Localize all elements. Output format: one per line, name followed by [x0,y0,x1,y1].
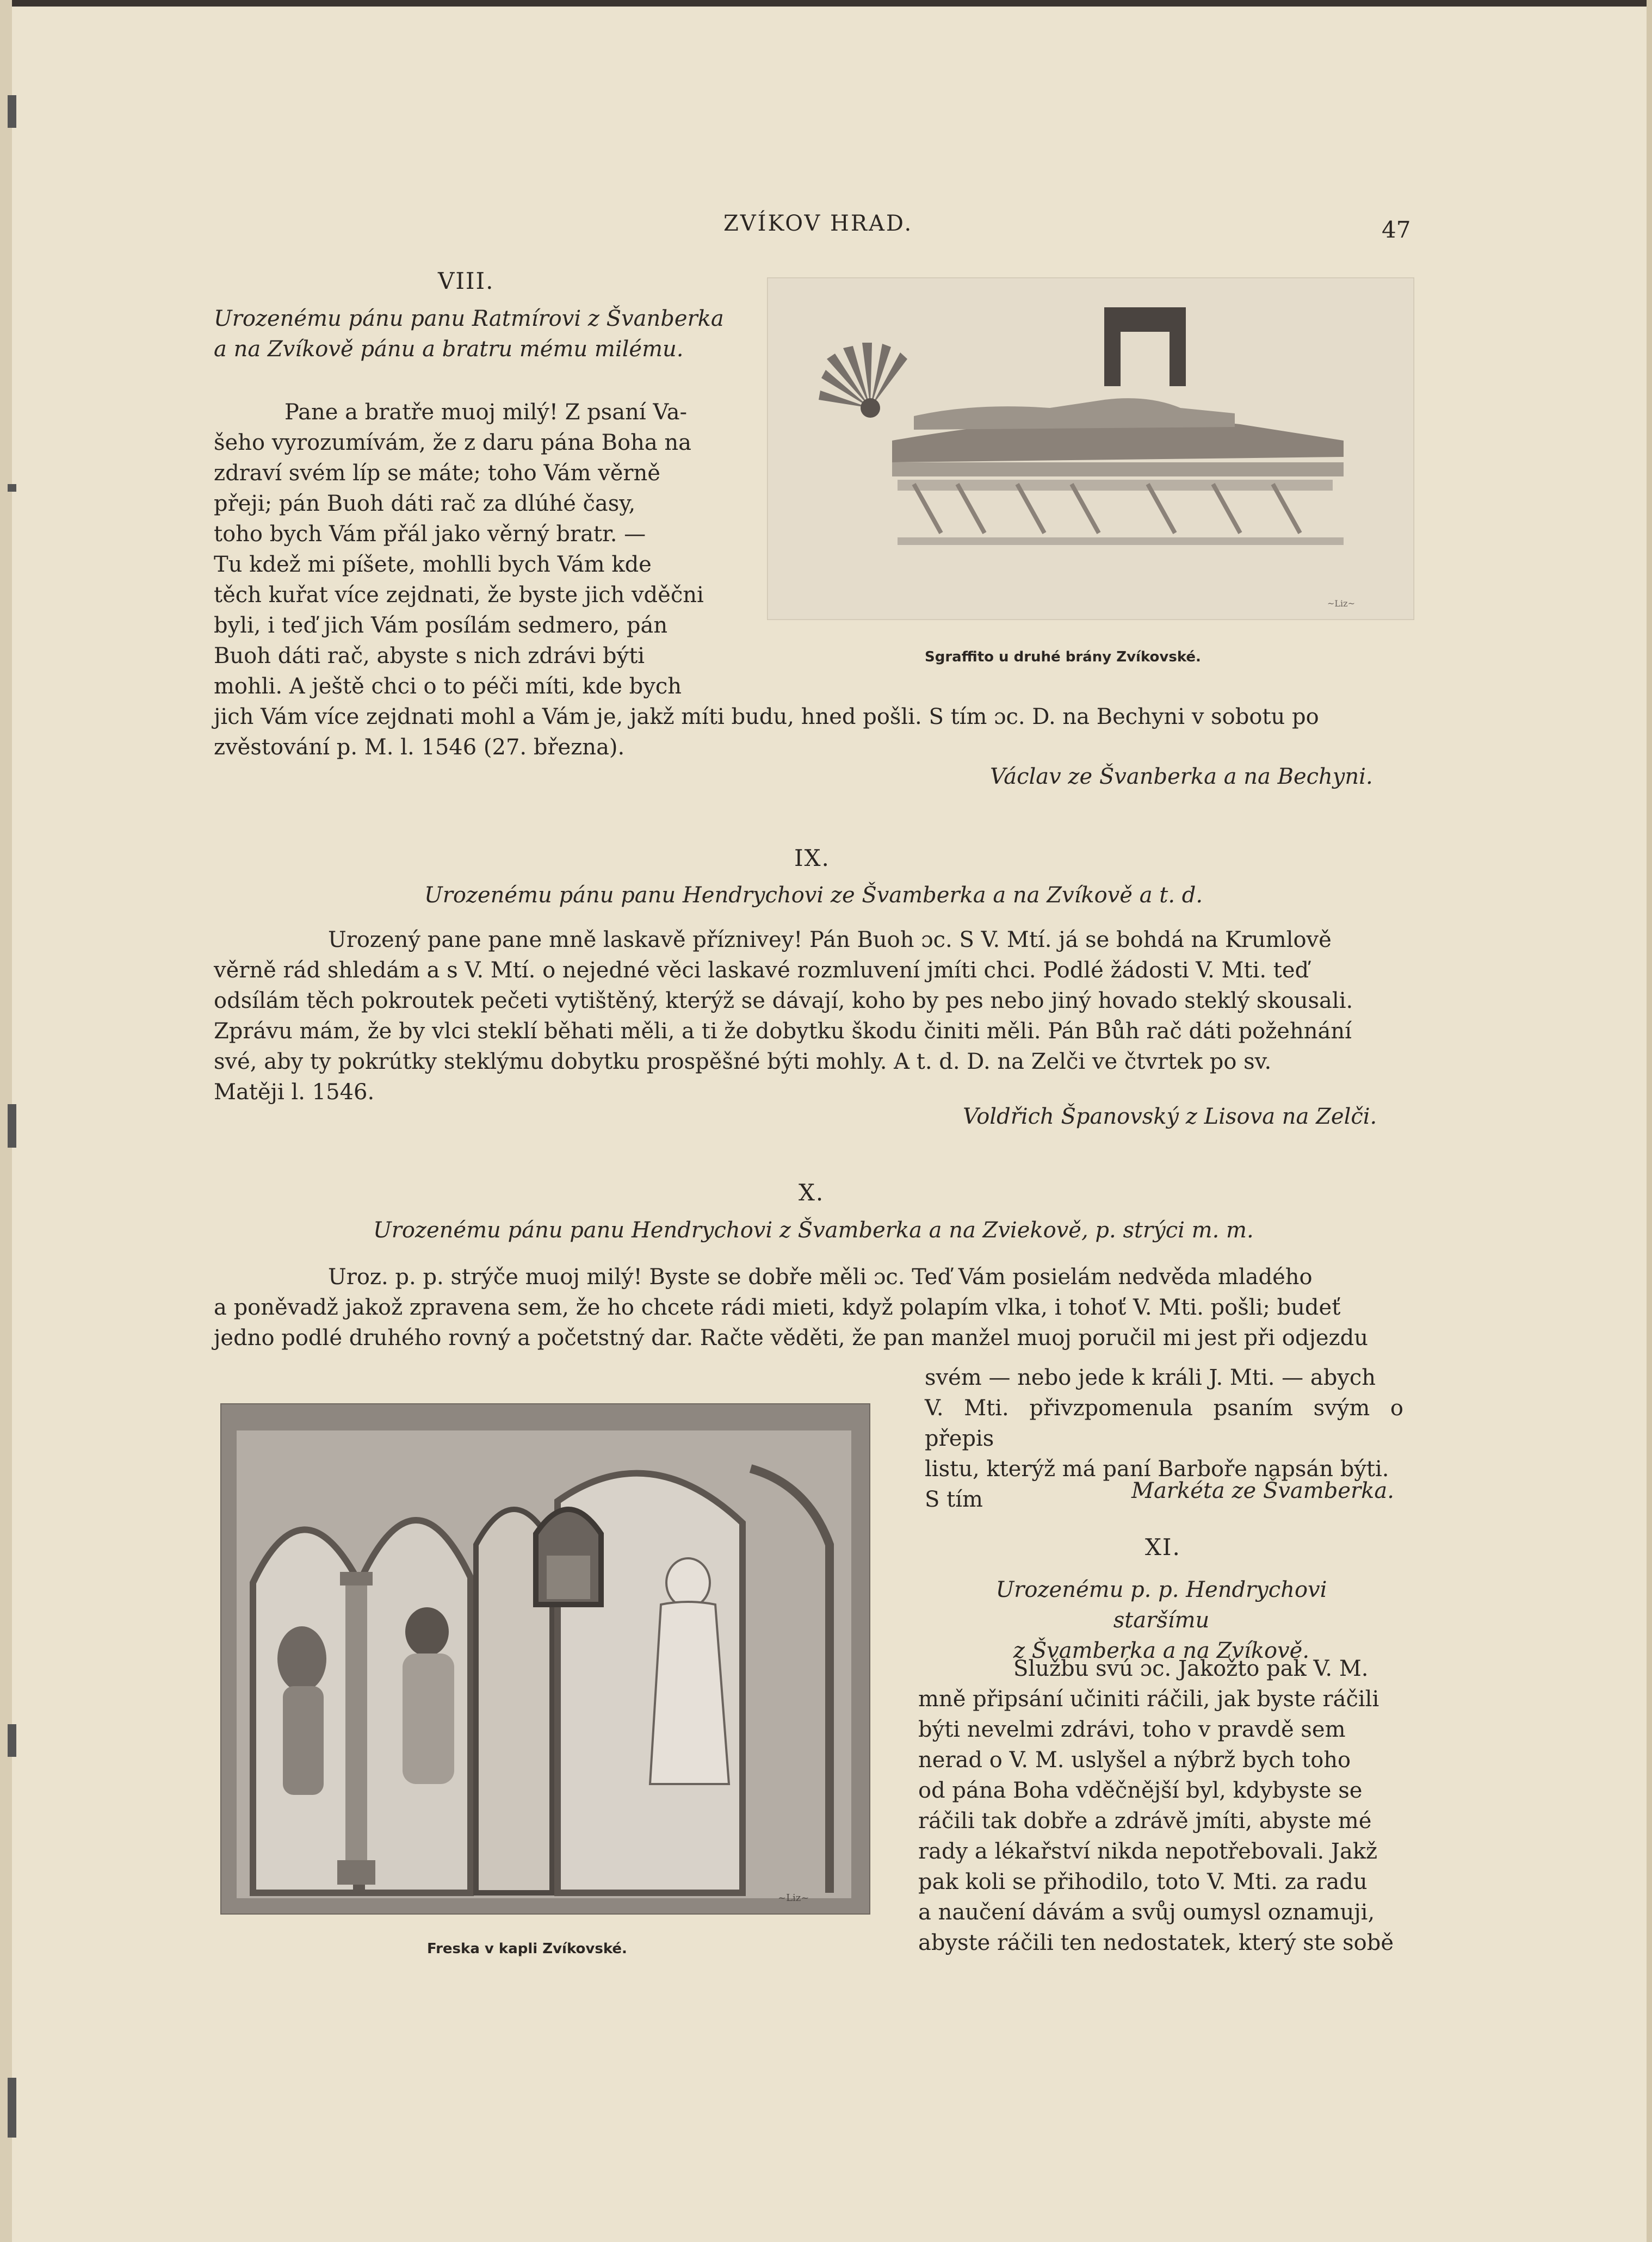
address-line: Urozenému pánu panu Hendrychovi ze Švamberka a na Zvíkově a t. d. [424,883,1203,908]
text-line: Službu svú ɔc. Jakožto pak V. M. [1013,1656,1369,1681]
text-line: V. Mti. přivzpomenula psaním svým o přepis [925,1396,1403,1451]
text-line: Urozený pane pane mně laskavě příznivey! Pán Buoh ɔc. S V. Mtí. já se bohdá na Krumlově [328,927,1332,952]
margin-mark [8,484,16,492]
sgraffito-illustration [767,277,1414,620]
address-line: Urozenému pánu panu Hendrychovi z Švamberka a na Zviekově, p. strýci m. m. [373,1218,1254,1243]
text-line: S tím [925,1487,983,1512]
letter-signature: Markéta ze Švamberka. [1131,1478,1394,1503]
text-line: jedno podlé druhého rovný a početstný dar. Račte věděti, že pan manžel muoj poručil mi jest při odjezdu [214,1326,1368,1351]
text-line: Pane a bratře muoj milý! Z psaní Va- [284,400,687,425]
letter-body [214,397,717,702]
text-line: a naučení dávám a svůj oumysl oznamuji, [918,1900,1375,1925]
letter-address [424,880,1203,911]
figure-caption: Sgraffito u druhé brány Zvíkovské. [925,649,1201,665]
margin-mark [8,95,16,128]
figure-caption: Freska v kapli Zvíkovské. [427,1941,627,1957]
letter-signature: Václav ze Švanberka a na Bechyni. [990,764,1373,789]
text-line: těch kuřat více zejdnati, že byste jich vděčni [214,583,704,608]
letter-body [214,1262,1410,1353]
text-line: Matěji l. 1546. [214,1080,375,1105]
letter-number: X. [799,1179,825,1206]
text-line: mně připsání učiniti ráčili, jak byste ráčili [918,1687,1379,1712]
address-line: a na Zvíkově pánu a bratru mému milému. [214,337,684,362]
letter-signature: Voldřich Španovský z Lisova na Zelči. [963,1104,1377,1129]
letter-body [918,1653,1402,1958]
letter-body [214,702,1410,763]
text-line: šeho vyrozumívám, že z daru pána Boha na [214,430,692,455]
text-line: odsílám těch pokroutek pečeti vytištěný, kterýž se dávají, koho by pes nebo jiný hovado steklý skousali. [214,988,1353,1013]
text-line: pak koli se přihodilo, toto V. Mti. za radu [918,1869,1368,1894]
address-line: Urozenému pánu panu Ratmírovi z Švanberka [214,306,724,331]
text-line: a poněvadž jakož zpravena sem, že ho chcete rádi mieti, když polapím vlka, i tohoť V. Mti. pošli; budeť [214,1295,1341,1320]
text-line: Tu kdež mi píšete, mohlli bych Vám kde [214,552,652,577]
running-title: ZVÍKOV HRAD. [723,211,913,236]
text-line: nerad o V. M. uslyšel a nýbrž bych toho [918,1748,1351,1773]
text-line: věrně rád shledám a s V. Mtí. o nejedné věci laskavé rozmluvení jmíti chci. Podlé žádosti V. Mti. teď [214,958,1309,983]
text-line: abyste ráčili ten nedostatek, který ste sobě [918,1930,1394,1955]
fresco-illustration [220,1403,870,1915]
letter-address [214,304,724,364]
text-line: rady a lékařství nikda nepotřebovali. Jakž [918,1839,1378,1864]
margin-mark [8,1104,16,1148]
illustrator-signature: ~Liz~ [778,1892,809,1904]
text-line: přeji; pán Buoh dáti rač za dlúhé časy, [214,491,636,516]
text-line: býti nevelmi zdrávi, toho v pravdě sem [918,1717,1346,1742]
address-line: Urozenému p. p. Hendrychovi staršímu [995,1577,1327,1633]
text-line: od pána Boha vděčnější byl, kdybyste se [918,1778,1363,1803]
letter-body [214,925,1410,1107]
text-line: Zprávu mám, že by vlci steklí běhati měli, a ti že dobytku škodu činiti měli. Pán Bůh rač dáti požehnání [214,1019,1352,1044]
letter-address [373,1215,1254,1246]
letter-address [949,1575,1373,1666]
text-line: Uroz. p. p. strýče muoj milý! Byste se dobře měli ɔc. Teď Vám posielám nedvěda mladého [328,1265,1313,1290]
text-line: svém — nebo jede k králi J. Mti. — abych [925,1365,1376,1390]
text-line: byli, i teď jich Vám posílám sedmero, pán [214,613,668,638]
text-line: zdraví svém líp se máte; toho Vám věrně [214,461,660,486]
page-edge-top [0,0,1652,7]
illustrator-signature: ~Liz~ [1327,598,1355,609]
text-line: Buoh dáti rač, abyste s nich zdrávi býti [214,643,645,668]
margin-mark [8,1724,16,1757]
text-line: své, aby ty pokrútky steklýmu dobytku prospěšné býti mohly. A t. d. D. na Zelči ve čtvrtek po sv. [214,1049,1272,1074]
address-line: z Švamberka a na Zvíkově. [1013,1638,1310,1663]
text-line: zvěstování p. M. l. 1546 (27. března). [214,735,625,760]
text-line: mohli. A ještě chci o to péči míti, kde bych [214,674,682,699]
letter-number: IX. [794,845,830,871]
letter-number: XI. [1145,1534,1181,1560]
page-edge-right [1647,0,1652,2242]
text-line: toho bych Vám přál jako věrný bratr. — [214,522,646,547]
letter-number: VIII. [438,268,494,294]
text-line: ráčili tak dobře a zdrávě jmíti, abyste mé [918,1809,1372,1834]
text-line: jich Vám více zejdnati mohl a Vám je, jakž míti budu, hned pošli. S tím ɔc. D. na Bechyni v sobotu po [214,704,1319,729]
margin-mark [8,2078,16,2138]
page-number: 47 [1382,216,1411,243]
text-line: listu, kterýž má paní Barboře napsán býti. [925,1457,1389,1482]
